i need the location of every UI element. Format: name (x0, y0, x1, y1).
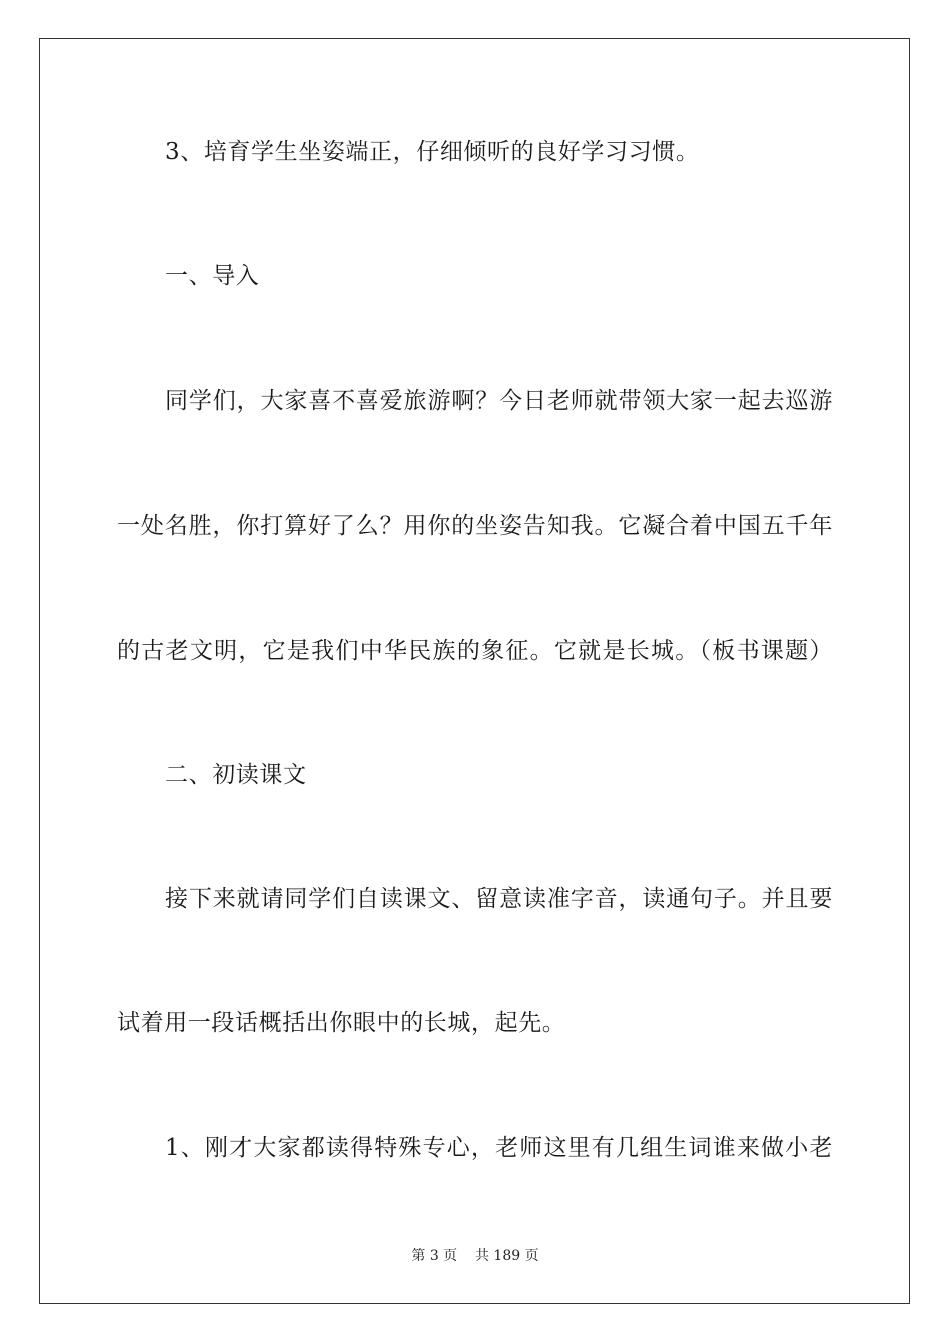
paragraph-line-reading-2: 试着用一段话概括出你眼中的长城，起先。 (117, 1010, 566, 1036)
paragraph-line-goal-3: 3、培育学生坐姿端正，仔细倾听的良好学习习惯。 (165, 139, 700, 165)
paragraph-line-intro-1: 同学们，大家喜不喜爱旅游啊？今日老师就带领大家一起去巡游 (165, 388, 833, 414)
page-number-footer: 第 3 页 共 189 页 (411, 1248, 539, 1264)
paragraph-line-intro-3: 的古老文明，它是我们中华民族的象征。它就是长城。（板书课题） (117, 638, 833, 664)
paragraph-line-vocab-1: 1、刚才大家都读得特殊专心，老师这里有几组生词谁来做小老 (165, 1135, 833, 1161)
section-heading-first-reading: 二、初读课文 (165, 762, 307, 788)
page-frame (39, 38, 910, 1304)
section-heading-intro: 一、导入 (165, 263, 260, 289)
paragraph-line-reading-1: 接下来就请同学们自读课文、留意读准字音，读通句子。并且要 (165, 886, 833, 912)
paragraph-line-intro-2: 一处名胜，你打算好了么？用你的坐姿告知我。它凝合着中国五千年 (117, 513, 833, 539)
